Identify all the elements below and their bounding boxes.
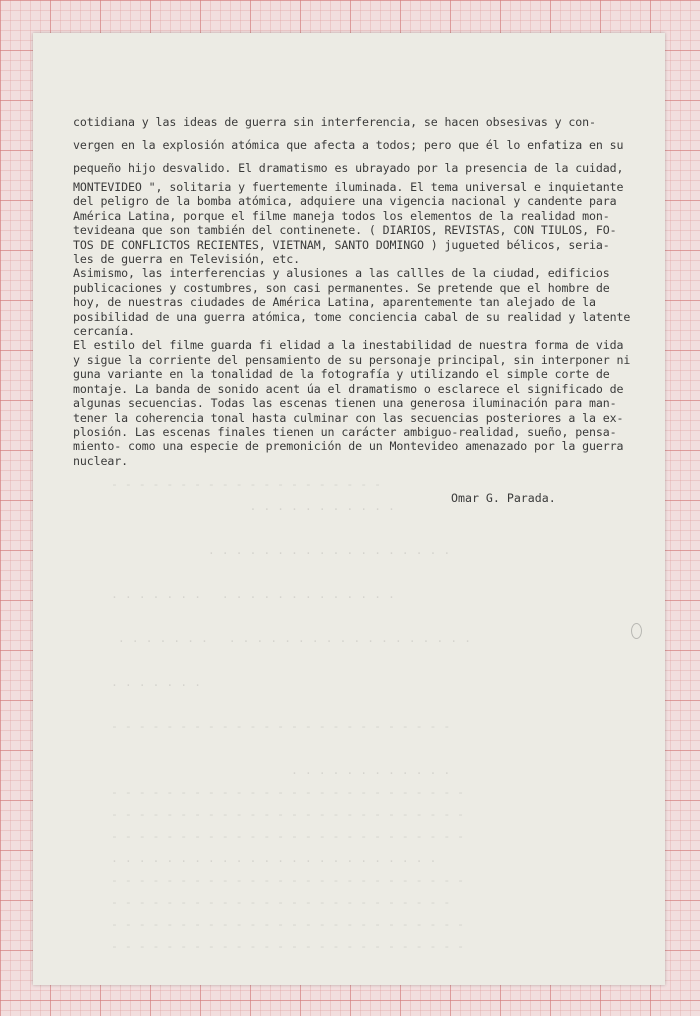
text-line: Asimismo, las interferencias y alusiones a las callles de la ciudad, edificios — [73, 266, 610, 281]
text-line: les de guerra en Televisión, etc. — [73, 252, 301, 267]
text-line: posibilidad de una guerra atómica, tome conciencia cabal de su realidad y latente — [73, 309, 631, 324]
text-line: tener la coherencia tonal hasta culminar con las secuencias posteriores a la ex- — [73, 410, 624, 425]
typed-page — [33, 33, 665, 985]
text-line: hoy, de nuestras ciudades de América Latina, aparentemente tan alejado de la — [73, 295, 596, 310]
text-line: miento- como una especie de premonición de un Montevideo amenazado por la guerra — [73, 439, 624, 454]
binder-hole — [631, 623, 642, 639]
text-line: y sigue la corriente del pensamiento de su personaje principal, sin interponer ni — [73, 352, 631, 367]
text-line: del peligro de la bomba atómica, adquiere una vigencia nacional y candente para — [73, 194, 617, 209]
text-line: cotidiana y las ideas de guerra sin interferencia, se hacen obsesivas y con- — [73, 115, 596, 129]
text-line: guna variante en la tonalidad de la fotografía y utilizando el simple corte de — [73, 367, 610, 382]
text-line: cercanía. — [73, 324, 135, 339]
signature: Omar G. Parada. — [451, 491, 556, 505]
text-line: tevideana que son también del continenete. ( DIARIOS, REVISTAS, CON TIULOS, FO- — [73, 223, 617, 238]
text-line: montaje. La banda de sonido acent úa el dramatismo o esclarece el significado de — [73, 381, 624, 396]
text-line: vergen en la explosión atómica que afecta a todos; pero que él lo enfatiza en su — [73, 138, 624, 152]
text-line: El estilo del filme guarda fi elidad a la inestabilidad de nuestra forma de vida — [73, 338, 624, 353]
paragraph-3 — [73, 338, 665, 468]
text-line: algunas secuencias. Todas las escenas tienen una generosa iluminación para man- — [73, 396, 617, 411]
text-line: América Latina, porque el filme maneja todos los elementos de la realidad mon- — [73, 208, 610, 223]
text-line: nuclear. — [73, 453, 129, 468]
paragraph-2 — [73, 266, 665, 338]
text-line: TOS DE CONFLICTOS RECIENTES, VIETNAM, SANTO DOMINGO ) jugueted bélicos, seria- — [73, 237, 610, 252]
body-text — [73, 111, 665, 468]
text-line: MONTEVIDEO ", solitaria y fuertemente iluminada. El tema universal e inquietante — [73, 180, 624, 194]
paragraph-1 — [73, 111, 665, 266]
bleed-through-text: - - - - - - - - - - - - - - - - - - - - . . . . . . . . . . . . . . . . . . . . . . . . . . . . . . . . . . . . . . . . . . . . . . . . . . . . . . . . . . . . . . . . . . . . . . . . . . . . . . . . . - - - - - - - - - - - - - - - - - - - - - - - - - . . . . . . . . . . . . - - - - - - - - - - - - - - - - - - - - - - - - - - - - - - - - - - - - - - - - - - - - - - - - - - - - - - - - - - - - - - - - - - - - - - - - - - - - - - . . . . . . . . . . . . . . . . . . . . . . . . - - - - - - - - - - - - - - - - - - - - - - - - - - - - - - - - - - - - - - - - - - - - - - - - - - - - - - - - - - - - - - - - - - - - - - - - - - - - - - - - - - - - - - - - - - - - - - - - - - - - - - - — [111, 477, 472, 953]
text-line: pequeño hijo desvalido. El dramatismo es ubrayado por la presencia de la cuidad, — [73, 161, 624, 175]
text-line: plosión. Las escenas finales tienen un carácter ambiguo-realidad, sueño, pensa- — [73, 424, 617, 439]
text-line: publicaciones y costumbres, son casi permanentes. Se pretende que el hombre de — [73, 280, 610, 295]
